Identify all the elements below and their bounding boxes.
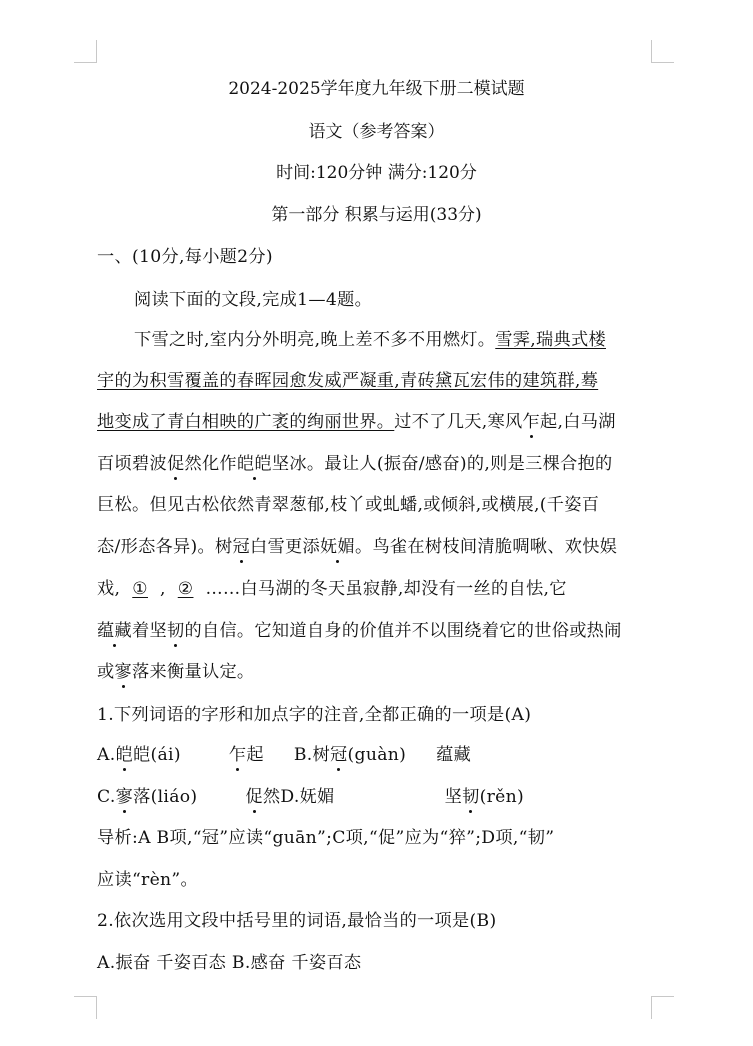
crop-mark-bottom-right bbox=[651, 996, 674, 1019]
question-1-analysis-1: 导析:A B项,“冠”应读“guān”;C项,“促”应为“猝”;D项,“韧” bbox=[97, 828, 555, 848]
blank-1: ① bbox=[132, 579, 148, 599]
blank-2: ② bbox=[177, 579, 194, 599]
passage-line-1: 下雪之时,室内分外明亮,晚上差不多不用燃灯。雪霁,瑞典式楼 bbox=[134, 330, 606, 350]
passage-line-9: 或寥落来衡量认定。 bbox=[97, 657, 254, 682]
question-1-options-cd: C.寥落(liáo) 促然D.妩媚 坚韧(rěn) bbox=[97, 782, 524, 807]
passage-line-8: 蕴藏着坚韧的自信。它知道自身的价值并不以围绕着它的世俗或热闹 bbox=[97, 616, 622, 641]
section-heading: 一、(10分,每小题2分) bbox=[97, 247, 273, 267]
passage-line-2: 宇的为积雪覆盖的春晖园愈发威严凝重,青砖黛瓦宏伟的建筑群,蓦 bbox=[97, 371, 599, 391]
crop-mark-bottom-left bbox=[74, 996, 97, 1019]
instruction: 阅读下面的文段,完成1—4题。 bbox=[134, 290, 373, 310]
exam-subtitle: 语文（参考答案） bbox=[308, 122, 445, 142]
passage-line-3: 地变成了青白相映的广袤的绚丽世界。过不了几天,寒风乍起,白马湖 bbox=[97, 407, 616, 432]
crop-mark-top-right bbox=[651, 40, 674, 63]
question-2-stem: 2.依次选用文段中括号里的词语,最恰当的一项是(B) bbox=[97, 911, 497, 931]
passage-line-5: 巨松。但见古松依然青翠葱郁,枝丫或虬蟠,或倾斜,或横展,(千姿百 bbox=[97, 495, 600, 515]
passage-line-4: 百顷碧波促然化作皑皑坚冰。最让人(振奋/感奋)的,则是三棵合抱的 bbox=[97, 449, 613, 474]
question-2-options: A.振奋 千姿百态 B.感奋 千姿百态 bbox=[97, 953, 362, 973]
question-1-analysis-2: 应读“rèn”。 bbox=[97, 870, 198, 890]
passage-line-7: 戏, ① , ② ……白马湖的冬天虽寂静,却没有一丝的自怯,它 bbox=[97, 579, 567, 599]
time-score: 时间:120分钟 满分:120分 bbox=[276, 163, 477, 183]
crop-mark-top-left bbox=[74, 40, 97, 63]
question-1-stem: 1.下列词语的字形和加点字的注音,全都正确的一项是(A) bbox=[97, 705, 532, 725]
question-1-options-ab: A.皑皑(ái) 乍起 B.树冠(guàn) 蕴藏 bbox=[97, 740, 471, 765]
part-title: 第一部分 积累与运用(33分) bbox=[271, 205, 482, 225]
exam-title: 2024-2025学年度九年级下册二模试题 bbox=[228, 79, 525, 99]
passage-line-6: 态/形态各异)。树冠白雪更添妩媚。鸟雀在树枝间清脆啁啾、欢快娱 bbox=[97, 532, 617, 557]
